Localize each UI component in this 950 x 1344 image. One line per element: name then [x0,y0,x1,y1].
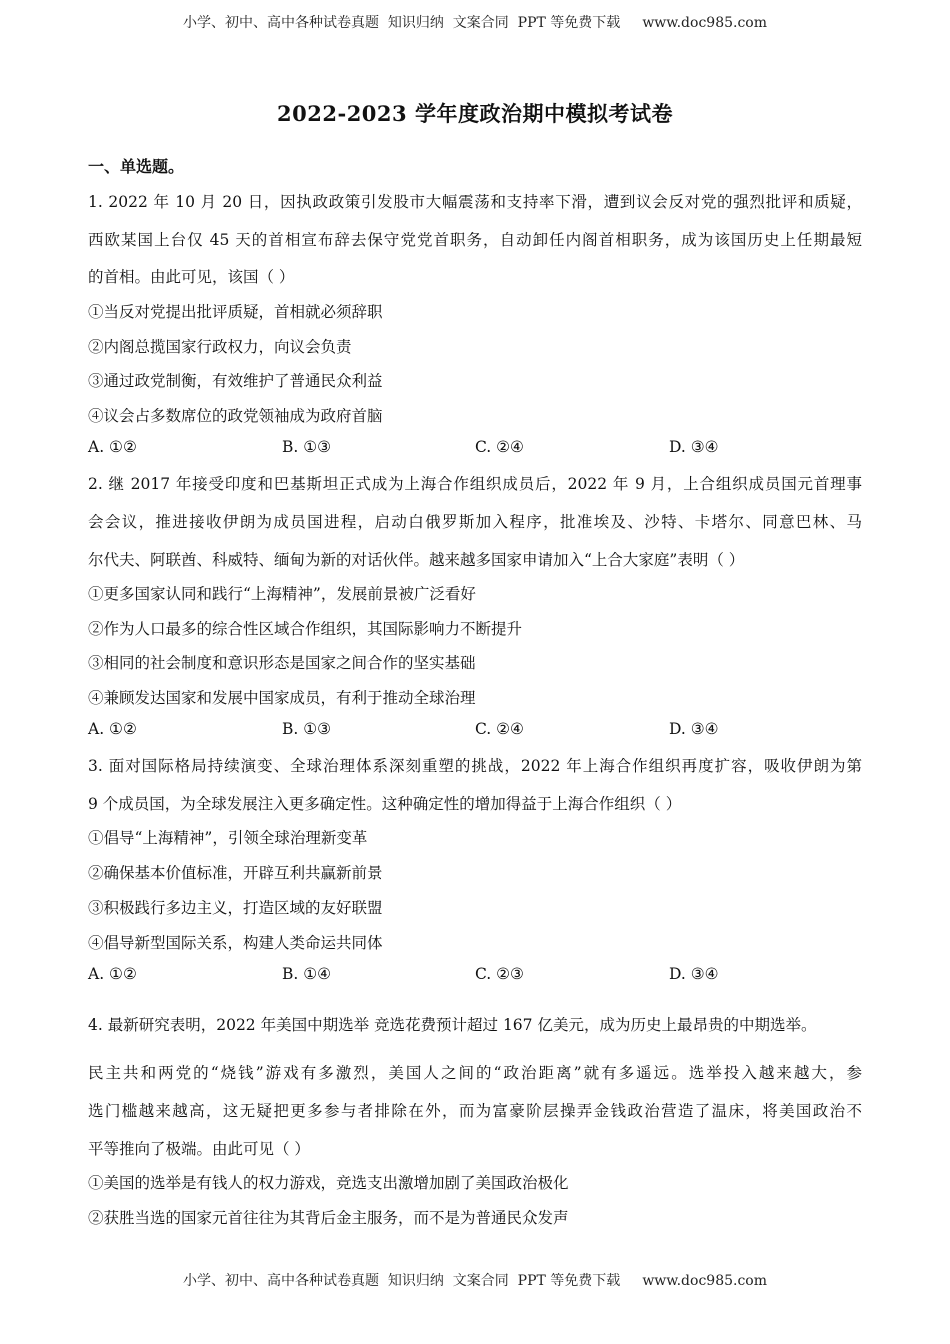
q2-option-c[interactable]: C. ②④ [475,720,524,738]
q1-option-c[interactable]: C. ②④ [475,438,524,456]
q3-option-d[interactable]: D. ③④ [669,965,719,983]
q1-item: ③通过政党制衡，有效维护了普通民众利益 [88,372,383,390]
q3-item: ①倡导“上海精神”，引领全球治理新变革 [88,829,368,847]
q4-stem-line: 选门槛越来越高，这无疑把更多参与者排除在外，而为富豪阶层操弄金钱政治营造了温床，将美国政治不 [88,1102,862,1120]
q4-stem-line: 平等推向了极端。由此可见（ ） [88,1140,310,1158]
q1-item: ②内阁总揽国家行政权力，向议会负责 [88,338,352,356]
q2-item: ①更多国家认同和践行“上海精神”，发展前景被广泛看好 [88,585,476,603]
q2-option-d[interactable]: D. ③④ [669,720,719,738]
footer-text: 小学、初中、高中各种试卷真题 知识归纳 文案合同 PPT 等免费下载 [182,1273,621,1289]
q2-option-a[interactable]: A. ①② [88,720,137,738]
q3-option-b[interactable]: B. ①④ [282,965,332,983]
footer-site[interactable]: www.doc985.com [642,1273,767,1289]
q4-item: ②获胜当选的国家元首往往为其背后金主服务，而不是为普通民众发声 [88,1209,569,1227]
q3-stem-line: 9 个成员国，为全球发展注入更多确定性。这种确定性的增加得益于上海合作组织（ ） [88,795,682,813]
q1-item: ①当反对党提出批评质疑，首相就必须辞职 [88,303,383,321]
page-title: 2022-2023 学年度政治期中模拟考试卷 [277,101,673,126]
q4-stem-line: 4. 最新研究表明，2022 年美国中期选举 竞选花费预计超过 167 亿美元，成为历史上最昂贵的中期选举。 [88,1016,817,1034]
q2-stem-line: 2. 继 2017 年接受印度和巴基斯坦正式成为上海合作组织成员后，2022 年 9 月，上合组织成员国元首理事 [88,475,862,493]
q2-item: ②作为人口最多的综合性区域合作组织，其国际影响力不断提升 [88,620,523,638]
section-heading: 一、单选题。 [88,157,185,176]
q1-option-d[interactable]: D. ③④ [669,438,719,456]
q1-option-a[interactable]: A. ①② [88,438,137,456]
q3-option-a[interactable]: A. ①② [88,965,137,983]
page-footer [0,1270,950,1290]
q1-stem-line: 西欧某国上台仅 45 天的首相宣布辞去保守党党首职务，自动卸任内阁首相职务，成为该国历史上任期最短 [88,231,862,249]
q1-stem-line: 的首相。由此可见，该国（ ） [88,268,295,286]
q3-stem-line: 3. 面对国际格局持续演变、全球治理体系深刻重塑的挑战，2022 年上海合作组织再度扩容，吸收伊朗为第 [88,757,862,775]
q4-item: ①美国的选举是有钱人的权力游戏，竞选支出激增加剧了美国政治极化 [88,1174,569,1192]
q2-item: ③相同的社会制度和意识形态是国家之间合作的坚实基础 [88,654,476,672]
q2-item: ④兼顾发达国家和发展中国家成员，有利于推动全球治理 [88,689,476,707]
q3-item: ②确保基本价值标准，开辟互利共赢新前景 [88,864,383,882]
q2-option-b[interactable]: B. ①③ [282,720,332,738]
q3-item: ③积极践行多边主义，打造区域的友好联盟 [88,899,383,917]
q1-option-b[interactable]: B. ①③ [282,438,332,456]
page-header [0,12,950,32]
q3-item: ④倡导新型国际关系，构建人类命运共同体 [88,934,383,952]
q1-stem-line: 1. 2022 年 10 月 20 日，因执政政策引发股市大幅震荡和支持率下滑，遭到议会反对党的强烈批评和质疑， [88,193,862,211]
header-site[interactable]: www.doc985.com [642,15,767,31]
q2-stem-line: 尔代夫、阿联酋、科威特、缅甸为新的对话伙伴。越来越多国家申请加入“上合大家庭”表明（ ） [88,551,745,569]
q2-stem-line: 会会议，推进接收伊朗为成员国进程，启动白俄罗斯加入程序，批准埃及、沙特、卡塔尔、同意巴林、马 [88,513,862,531]
q1-item: ④议会占多数席位的政党领袖成为政府首脑 [88,407,383,425]
header-text: 小学、初中、高中各种试卷真题 知识归纳 文案合同 PPT 等免费下载 [182,15,621,31]
q4-stem-line: 民主共和两党的“烧钱”游戏有多激烈，美国人之间的“政治距离”就有多遥远。选举投入越来越大，参 [88,1064,862,1082]
q3-option-c[interactable]: C. ②③ [475,965,524,983]
